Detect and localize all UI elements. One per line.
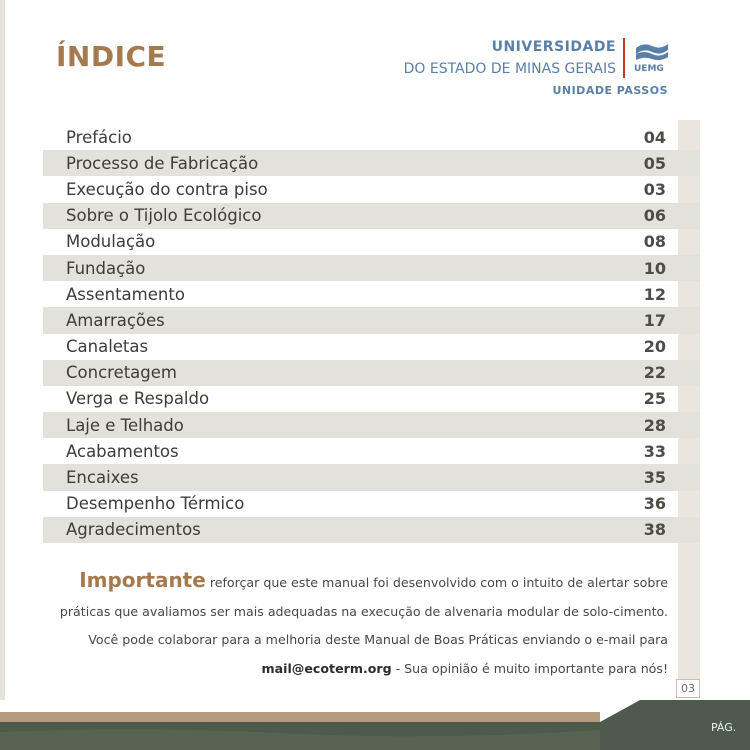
table-of-contents — [43, 124, 700, 543]
toc-label: Acabamentos — [66, 441, 179, 461]
important-line2: práticas que avaliamos ser mais adequadas na execução de alvenaria modular de solo-cimento. — [59, 603, 668, 619]
toc-label: Processo de Fabricação — [66, 153, 259, 173]
university-name — [404, 38, 616, 80]
toc-label: Modulação — [66, 232, 156, 252]
toc-page-number: 35 — [643, 468, 666, 488]
toc-label: Prefácio — [66, 127, 132, 147]
toc-row[interactable] — [43, 255, 700, 281]
toc-row[interactable] — [43, 124, 700, 150]
page-label: PÁG. — [711, 721, 737, 734]
important-line3: Você pode colaborar para a melhoria deste Manual de Boas Práticas enviando o e-mail para — [88, 632, 668, 647]
toc-row[interactable] — [43, 386, 700, 412]
left-accent-strip — [0, 0, 5, 700]
important-keyword: Importante — [79, 568, 206, 592]
toc-row[interactable] — [43, 229, 700, 255]
toc-label: Verga e Respaldo — [66, 389, 210, 409]
toc-label: Agradecimentos — [66, 520, 201, 540]
important-line1: reforçar que este manual foi desenvolvido com o intuito de alertar sobre — [205, 575, 668, 590]
toc-row[interactable] — [43, 438, 700, 464]
header-divider — [623, 38, 625, 78]
toc-label: Assentamento — [66, 284, 185, 304]
toc-label: Fundação — [66, 258, 146, 278]
toc-row[interactable] — [43, 281, 700, 307]
toc-page-number: 36 — [643, 494, 666, 514]
toc-row[interactable] — [43, 517, 700, 543]
toc-label: Sobre o Tijolo Ecológico — [66, 206, 262, 226]
toc-page-number: 12 — [643, 284, 666, 304]
toc-row[interactable] — [43, 150, 700, 176]
toc-page-number: 08 — [643, 232, 666, 252]
university-line1: UNIVERSIDADE — [491, 39, 616, 55]
toc-page-number: 04 — [643, 127, 666, 147]
toc-label: Amarrações — [66, 310, 165, 330]
important-line4: - Sua opinião é muito importante para nós! — [391, 660, 668, 676]
toc-label: Canaletas — [66, 337, 149, 357]
unit-name: UNIDADE PASSOS — [552, 84, 668, 97]
toc-page-number: 20 — [643, 337, 666, 357]
toc-page-number: 25 — [643, 389, 666, 409]
toc-page-number: 17 — [643, 310, 666, 330]
email-link[interactable]: mail@ecoterm.org — [261, 660, 392, 676]
logo-text: UEMG — [634, 64, 664, 74]
toc-label: Desempenho Térmico — [66, 494, 245, 514]
toc-page-number: 22 — [643, 363, 666, 383]
page-title: ÍNDICE — [56, 40, 167, 73]
toc-row[interactable] — [43, 360, 700, 386]
toc-label: Concretagem — [66, 363, 177, 383]
toc-page-number: 28 — [643, 415, 666, 435]
toc-row[interactable] — [43, 203, 700, 229]
important-note — [56, 566, 668, 683]
page-number: 03 — [676, 679, 700, 698]
toc-page-number: 33 — [643, 441, 666, 461]
toc-row[interactable] — [43, 491, 700, 517]
footer-decoration — [0, 680, 750, 750]
toc-page-number: 05 — [643, 153, 666, 173]
toc-row[interactable] — [43, 176, 700, 202]
university-line2: DO ESTADO DE MINAS GERAIS — [403, 61, 616, 77]
toc-label: Execução do contra piso — [66, 179, 268, 199]
toc-page-number: 06 — [643, 206, 666, 226]
toc-label: Encaixes — [66, 468, 139, 488]
toc-row[interactable] — [43, 464, 700, 490]
toc-page-number: 38 — [643, 520, 666, 540]
toc-row[interactable] — [43, 307, 700, 333]
toc-label: Laje e Telhado — [66, 415, 184, 435]
toc-page-number: 10 — [643, 258, 666, 278]
toc-row[interactable] — [43, 412, 700, 438]
toc-page-number: 03 — [643, 179, 666, 199]
toc-row[interactable] — [43, 334, 700, 360]
